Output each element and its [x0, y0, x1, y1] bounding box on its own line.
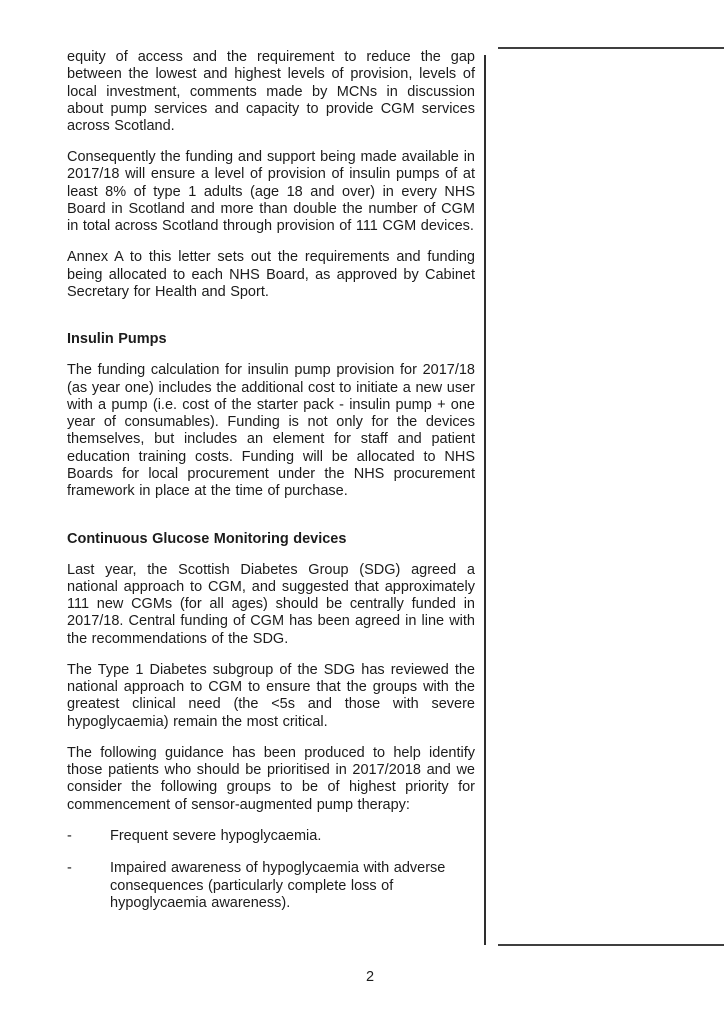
dash-bullet: - — [67, 860, 72, 877]
paragraph-consequently-funding: Consequently the funding and support being made available in 2017/18 will ensure a level of provision of insulin pumps of at least 8% of type 1 adults (age 18 and over) in every NHS Board in Scotland and more than double the number of CGM in total across Scotland through provision of 111 CGM devices. — [67, 149, 475, 235]
paragraph-last-year-sdg: Last year, the Scottish Diabetes Group (SDG) agreed a national approach to CGM, and suggested that approximately 111 new CGMs (for all ages) should be centrally funded in 2017/18. Central funding of CGM has been agreed in line with the recommendations of the SDG. — [67, 561, 475, 647]
notes-column-bottom-rule — [498, 944, 724, 946]
list-item-text: Frequent severe hypoglycaemia. — [110, 827, 322, 844]
list-item-text: Impaired awareness of hypoglycaemia with adverse consequences (particularly complete loss of hypoglycaemia awareness). — [110, 860, 446, 911]
list-item-impaired-awareness — [67, 860, 475, 912]
paragraph-equity-of-access: equity of access and the requirement to reduce the gap between the lowest and highest levels of provision, levels of local investment, comments made by MCNs in discussion about pump services and capacity to provide CGM services across Scotland. — [67, 49, 475, 135]
dash-bullet: - — [67, 827, 72, 844]
paragraph-type1-subgroup: The Type 1 Diabetes subgroup of the SDG has reviewed the national approach to CGM to ensure that the groups with the greatest clinical need (the <5s and those with severe hypoglycaemia) remain the most critical. — [67, 661, 475, 730]
paragraph-annex-a: Annex A to this letter sets out the requirements and funding being allocated to each NHS Board, as approved by Cabinet Secretary for Health and Sport. — [67, 249, 475, 300]
section-heading-cgm-devices: Continuous Glucose Monitoring devices — [67, 530, 347, 547]
paragraph-following-guidance: The following guidance has been produced to help identify those patients who should be prioritised in 2017/2018 and we consider the following groups to be of highest priority for commencement of sensor-augmented pump therapy: — [67, 744, 475, 813]
paragraph-funding-calculation: The funding calculation for insulin pump provision for 2017/18 (as year one) includes the additional cost to initiate a new user with a pump (i.e. cost of the starter pack - insulin pump + one year of consumables). Funding is not only for the devices themselves, but includes an element for staff and patient education training costs. Funding will be allocated to NHS Boards for local procurement under the NHS procurement framework in place at the time of purchase. — [67, 362, 475, 500]
letter-body — [67, 49, 475, 928]
section-heading-insulin-pumps: Insulin Pumps — [67, 331, 167, 348]
list-item-frequent-hypoglycaemia — [67, 828, 475, 845]
notes-column-top-rule — [498, 47, 724, 49]
margin-vertical-rule — [484, 55, 486, 945]
page-number: 2 — [365, 969, 375, 985]
